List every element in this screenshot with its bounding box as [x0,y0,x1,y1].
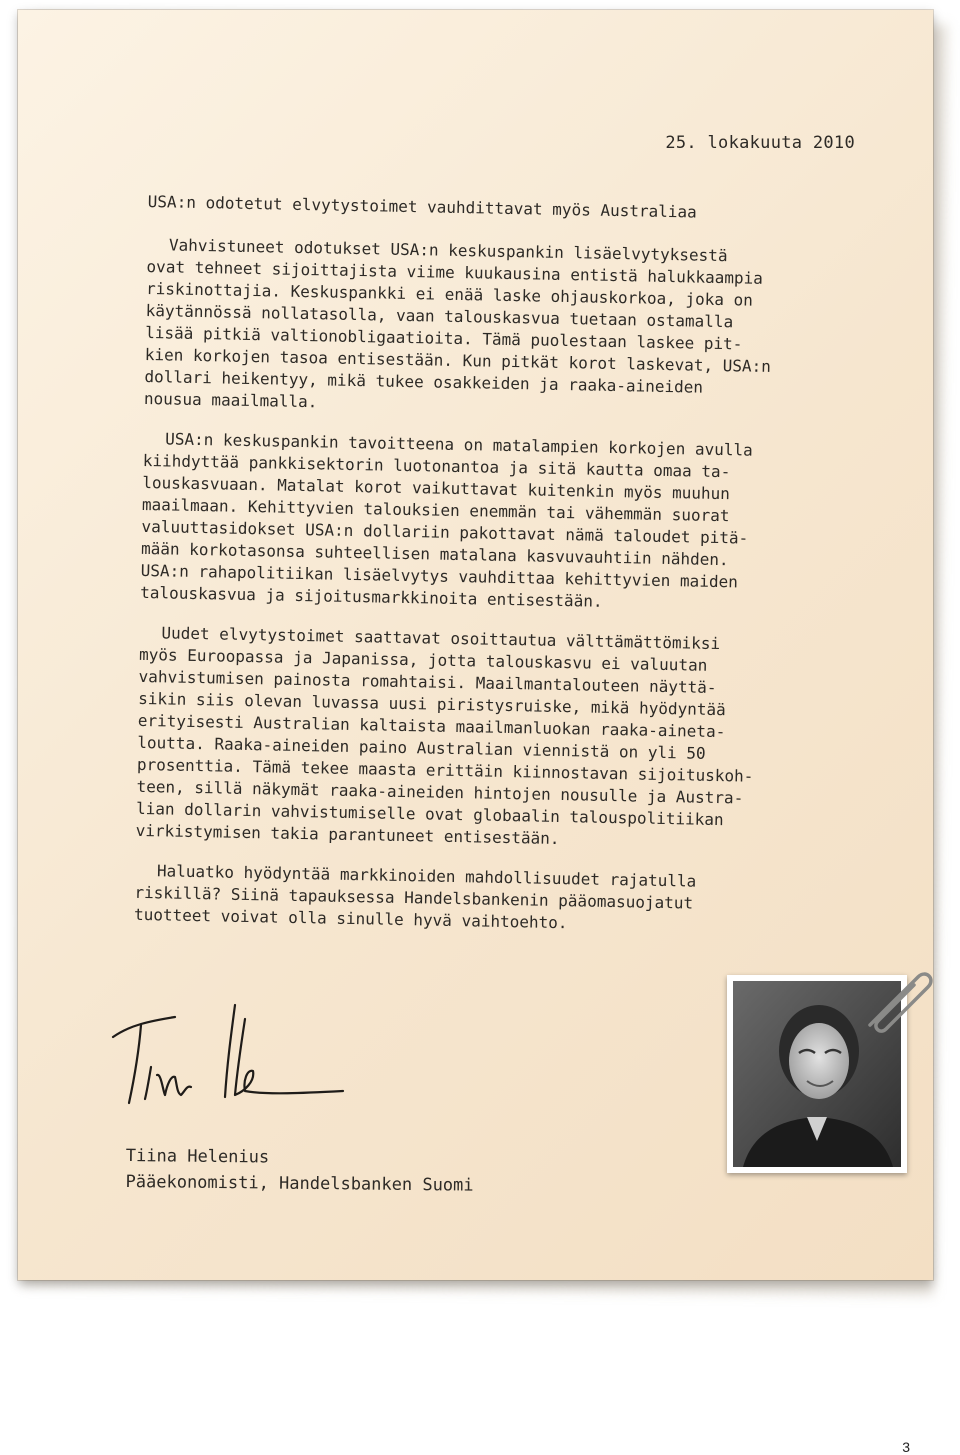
signer-name: Tiina Helenius [125,1145,270,1168]
paragraph-4: Haluatko hyödyntää markkinoiden mahdollisuudet rajatulla riskillä? Siinä tapauksessa Handelsbankenin pääomasuojatut tuotteet voivat olla sinulle hyvä vaihtoehto. [133,861,697,933]
handwritten-signature [95,995,355,1125]
letter-subject: USA:n odotetut elvytystoimet vauhdittavat myös Australiaa [147,191,697,222]
paragraph-1: Vahvistuneet odotukset USA:n keskuspankin lisäelvytyksestä ovat tehneet sijoittajista viime kuukausina entistä halukkaampia riskinottajia. Keskuspankki ei enää laske ohjauskorkoa, joka on käytännössä nollatasolla, vaan talouskasvua tuetaan ostamalla lisää pitkiä valtionobligaatioita. Tämä puolestaan laskee pit- kien korkojen tasoa entisestään. Kun pitkät korot laskevat, USA:n dollari heikentyy, mikä tukee osakkeiden ja raaka-aineiden nousua maailmalla. [143,235,772,412]
paragraph-3: Uudet elvytystoimet saattavat osoittautua välttämättömiksi myös Euroopassa ja Japanissa, jotta talouskasvu ei valuutan vahvistumisen painosta romahtaisi. Maailmantalouteen näyttä- sikin siis olevan luvassa uusi piristysruiske, mikä hyödyntää erityisesti Australian kaltaista maailmanluokan raaka-aineta- loutta. Raaka-aineiden paino Australian viennistä on yli 50 prosenttia. Tämä tekee maasta erittäin kiinnostavan sijoituskoh- teen, sillä näkymät raaka-aineiden hintojen nousulle ja Austra- lian dollarin vahvistumiselle ovat globaalin talouspolitiikan virkistymisen takia parantuneet entisestään. [135,623,754,849]
paragraph-2: USA:n keskuspankin tavoitteena on matalampien korkojen avulla kiihdyttää pankkisektorin luotonantoa ja sitä kautta omaa ta- louskasvuaan. Matalat korot vaikuttavat kuitenkin myös muuhun maailmaan. Kehittyvien talouksien enemmän tai vähemmän suorat valuuttasidokset USA:n dollariin pakottavat nämä taloudet pitä- mään korkotasonsa suhteellisen matalana kasvuvauhtiin nähden. USA:n rahapolitiikan lisäelvytys vauhdittaa kehittyvien maiden talouskasvua ja sijoitusmarkkinoita entisestään. [140,429,753,611]
letter-body [134,190,838,957]
signer-title: Pääekonomisti, Handelsbanken Suomi [125,1171,474,1196]
paperclip-icon [850,955,940,1045]
signer-block [125,1143,474,1199]
letter-date: 25. lokakuuta 2010 [665,133,855,153]
page-number: 3 [902,1439,910,1455]
